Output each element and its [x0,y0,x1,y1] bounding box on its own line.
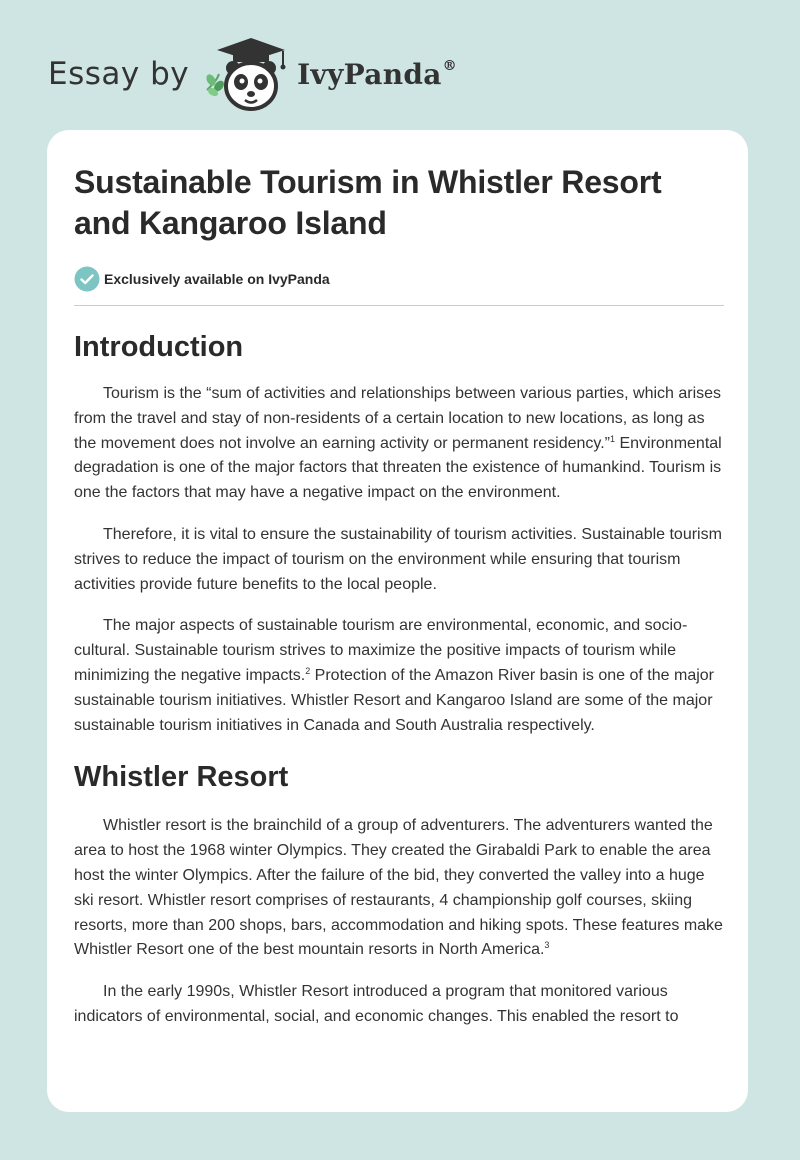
site-header [0,0,800,130]
section-heading-whistler-resort: Whistler Resort [74,761,289,794]
logo-prefix: Essay by [48,56,190,92]
panda-mascot-icon [203,34,291,114]
paragraph: The major aspects of sustainable tourism are environmental, economic, and socio-cultural. Sustainable tourism strives to maximize the positive impacts of tourism while minimizing the negative impacts.$^2$ Protection of the Amazon River basin is one of the major sustainable tourism initiatives. Whistler Resort and Kangaroo Island are some of the major sustainable tourism initiatives in Canada and South Australia respectively. [74,617,714,734]
paragraph: In the early 1990s, Whistler Resort introduced a program that monitored various indicators of environmental, social, and economic changes. This enabled the resort to [74,983,679,1025]
footnote-ref[interactable]: 2 [305,665,311,676]
section-heading-introduction: Introduction [74,331,244,363]
paragraph: Tourism is the “sum of activities and relationships between various parties, which arises from the travel and stay of non-residents of a certain location to new locations, as long as the movement does not involve an earning activity or permanent residency.”$^1$ Environmental degradation is one of the major factors that threaten the existence of humankind. Tourism is one the factors that may have a negative impact on the environment. [74,385,722,502]
ivypanda-logo[interactable] [48,34,457,114]
footnote-ref[interactable]: 3 [544,940,550,951]
badge-text: Exclusively available on IvyPanda [104,271,330,287]
article-title: Sustainable Tourism in Whistler Resort and Kangaroo Island [74,164,662,241]
divider [74,305,724,306]
exclusive-badge [74,266,724,292]
footnote-ref[interactable]: 1 [609,433,615,444]
logo-brand: IvyPanda® [297,57,457,91]
paragraph: Whistler resort is the brainchild of a group of adventurers. The adventurers wanted the area to host the 1968 winter Olympics. They created the Girabaldi Park to enable the area host the winter Olympics. After the failure of the bid, they converted the valley into a huge ski resort. Whistler resort comprises of restaurants, 4 championship golf courses, skiing resorts, more than 200 shops, bars, accommodation and hiking spots. These features make Whistler Resort one of the best mountain resorts in North America.$^3$ [74,817,723,959]
check-circle-icon [74,266,100,292]
article-content [74,162,724,1043]
article-card [47,130,748,1112]
paragraph: Therefore, it is vital to ensure the sustainability of tourism activities. Sustainable tourism strives to reduce the impact of tourism on the environment while ensuring that tourism activities provide future benefits to the local people. [74,525,722,593]
